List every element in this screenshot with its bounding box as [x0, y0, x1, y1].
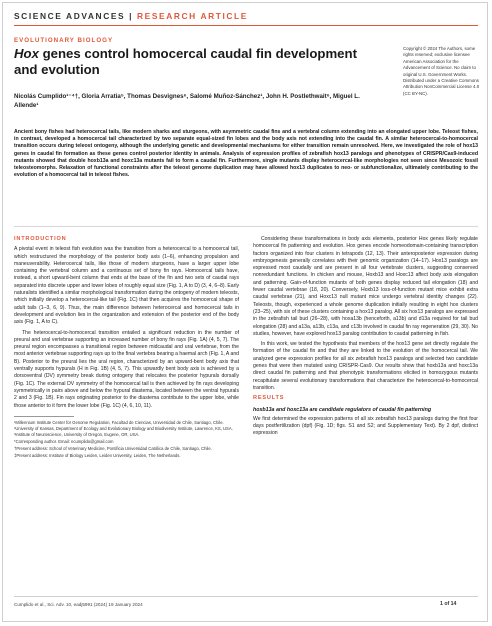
journal-name: SCIENCE ADVANCES: [14, 11, 126, 21]
results-heading: RESULTS: [253, 395, 285, 402]
right-column: [253, 236, 478, 440]
page-number: 1 of 14: [440, 601, 457, 607]
author-list: Nicolás Cumplido¹⁻⁴†, Gloria Arratia⁵, Thomas Desvignes⁶, Salomé Muñoz-Sánchez¹, John H. Postlethwait⁶, Miguel L. Allende¹: [14, 93, 360, 109]
journal-header: [14, 11, 248, 21]
intro-paragraph-3: Considering these transformations in body axis elements, posterior Hox genes likely regulate homocercal fin patterning and evolution. Hox genes encode homeodomain-containing transcription factors organized into four clusters in tetrapods (12, 13). Their anteroposterior expression during embryogenesis generally correlates with their genomic organization (14–17). Hox13 paralogs are expressed most caudally and are present in all four vertebrate clusters, suggesting conserved nonredundant functions. In chicken and mouse, Hoxb13 and Hoxc13 affect body axis elongation and patterning. Gain-of-function mutants of both genes display reduced tail elongation (18) and fewer caudal vertebrae (18, 20). Conversely, Hoxb13 loss-of-function mutant mice exhibit extra caudal vertebrae (21), and Hoxc13 null mutant mice undergo vertebral identity changes (22). Teleosts, though, experienced a whole genome duplication initially resulting in eight hox clusters (23–25), with six of these clusters containing a hox13 paralog. All six hox13 paralogs are expressed in the zebrafish tail bud (26–28), with hoxa13b (henceforth, a13b) and d13a required for tail bud elongation (28) and a13a, a13b, c13a, and c13b involved in caudal fin ray regeneration (29, 30). No studies, however, have explored hox13 paralog contribution to caudal patterning in fish.: [253, 236, 478, 337]
abstract-divider: [14, 226, 478, 227]
introduction-heading: INTRODUCTION: [14, 236, 67, 242]
affiliation-item: †Present address: School of Veterinary Medicine, Pontificia Universidad Católica de Chile, Santiago, Chile.: [14, 445, 212, 451]
article-type: RESEARCH ARTICLE: [137, 11, 248, 21]
results-subheading: hoxb13a and hoxc13a are candidate regulators of caudal fin patterning: [253, 406, 432, 413]
header-separator: |: [125, 11, 138, 21]
intro-paragraph-4: In this work, we tested the hypothesis that members of the hox13 gene set directly regulate the formation of the caudal fin and that they are linked to the evolution of the homocercal tail. We analyzed gene expression profiles for all six zebrafish hox13 paralogs and selected two candidate genes that were then mutated using CRISPR-Cas9. Our results show that hoxb13a and hoxc13a direct caudal fin patterning and that phenotypic transformations elicited in homozygous mutants recapitulate several evolutionary transformations that characterize the heterocercal-to-homocercal transition.: [253, 341, 478, 391]
intro-paragraph-1: A pivotal event in teleost fish evolution was the transition from a heterocercal to a homocercal tail, which restructured the morphology of the posterior body axis (1–6), enhancing propulsion and maneuverability. Heterocercal tails, like those of modern sturgeons, have a larger upper lobe containing the vertebral column and a continuous set of bony fin rays. Homocercal tails have, instead, a short upward-bent column that ends at the base of the fin and two sets of caudal rays separated into discrete upper and lower lobes of roughly equal size (Fig. 1, A to D) (3, 4, 6–8). Early naturalists identified a similar morphological transformation during the ontogeny of modern teleosts, which initially develop a heterocercal-like tail (Fig. 1C) that then acquires the homocercal shape of adult tails (1–3, 6, 9). Thus, the main difference between heterocercal and homocercal tails in development and evolution lies in the organization and extension of the posterior end of the body axis (Fig. 1, A to C).: [14, 246, 239, 326]
header-rule: [14, 25, 478, 26]
abstract: Ancient bony fishes had heterocercal tails, like modern sharks and sturgeons, with asymmetric caudal fins and a vertebral column extending into an elongated upper lobe. Teleost fishes, in contrast, developed a homocercal tail characterized by two separate equal-sized fin lobes and the body axis not extending into the caudal fin. A similar heterocercal-to-homocercal transition occurs during teleost ontogeny, although the underlying genetic and developmental mechanisms for either transition remain unresolved. Here, we investigated the role of hox13 genes in caudal fin formation as these genes control posterior identity in animals. Analysis of expression profiles of zebrafish hox13 paralogs and phenotypes of CRISPR/Cas9-induced mutants showed that double hoxb13a and hoxc13a mutants fail to form a caudal fin. Furthermore, single mutants display heterocercal-like morphologies not seen since Mesozoic fossil teleosteomorphs. Relaxation of functional constraints after the teleost genome duplication may have allowed hox13 duplicates to neo- or subfunctionalize, ultimately contributing to the evolution of a homocercal tail in teleost fishes.: [14, 129, 478, 179]
footer-citation: Cumplido et al., Sci. Adv. 10, eadj5991 (2024) 19 January 2024: [14, 602, 143, 607]
footer-rule: [14, 596, 478, 597]
intro-paragraph-2: The heterocercal-to-homocercal transition entailed a significant reduction in the number of preural and ural vertebrae supporting an increased number of bony fin rays (Fig. 1A) (4, 5, 7). The preural region encompasses a transitional region between midcaudal and ural vertebrae, from the most anterior vertebrae supporting rays up to the final vertebra bearing a haemal arch (Fig. 1, A and B). Posterior to the preural lies the ural region, characterized by an upward-bent body axis that ventrally supports hypurals (H in Fig. 1B) (4, 5, 7). This upwardly bent body axis is achieved by a dorsoventral (DV) symmetry break during ontogeny that relocates the posterior hypurals dorsally (Fig. 1C). The external DV symmetry of the homocercal tail is then achieved by fin rays developing symmetrically in pairs above and below the hypural diastema, located between the ventral hypurals 2 and 3 (Fig. 1B). Fin rays originating posterior to the diastema contribute to the upper lobe, while those anterior to it form the lower lobe (Fig. 1C) (4, 6, 10, 11).: [14, 329, 239, 409]
affiliations: [14, 420, 239, 459]
title-rest: genes control homocercal caudal fin development and evolution: [14, 46, 357, 77]
copyright-notice: Copyright © 2024 The Authors, some rights reserved; exclusive licensee American Association for the Advancement of Science. No claim to original U.S. Government Works. Distributed under a Creative Commons Attribution NonCommercial License 4.0 (CC BY-NC).: [403, 46, 480, 96]
article-title: [14, 46, 369, 78]
results-paragraph-1: We first determined the expression patterns of all six zebrafish hox13 paralogs during the first four days postfertilization (dpf) (Fig. 1D; figs. S1 and S2; and Supplementary Text). By 2 dpf, distinct expression: [253, 415, 478, 437]
left-column: [14, 236, 239, 460]
section-label: EVOLUTIONARY BIOLOGY: [14, 37, 114, 44]
affiliation-item: ¹Millennium Institute Center for Genome Regulation, Facultad de Ciencias, Universidad de Chile, Santiago, Chile. ²University of Kansas, Department of Ecology and Evolutionary Biology and Biodiversity Institute, Lawrence, KS, USA. ³Institute of Neuroscience, University of Oregon, Eugene, OR, USA.: [14, 419, 233, 437]
affiliation-item: ‡Present address: Institute of Biology Leiden, Leiden University, Leiden, The Netherlands.: [14, 452, 181, 458]
corresponding-author: *Corresponding author. Email: ncumplido@gmail.com: [14, 438, 114, 444]
title-italic: Hox: [14, 46, 39, 61]
affiliation-rule: [14, 416, 74, 417]
